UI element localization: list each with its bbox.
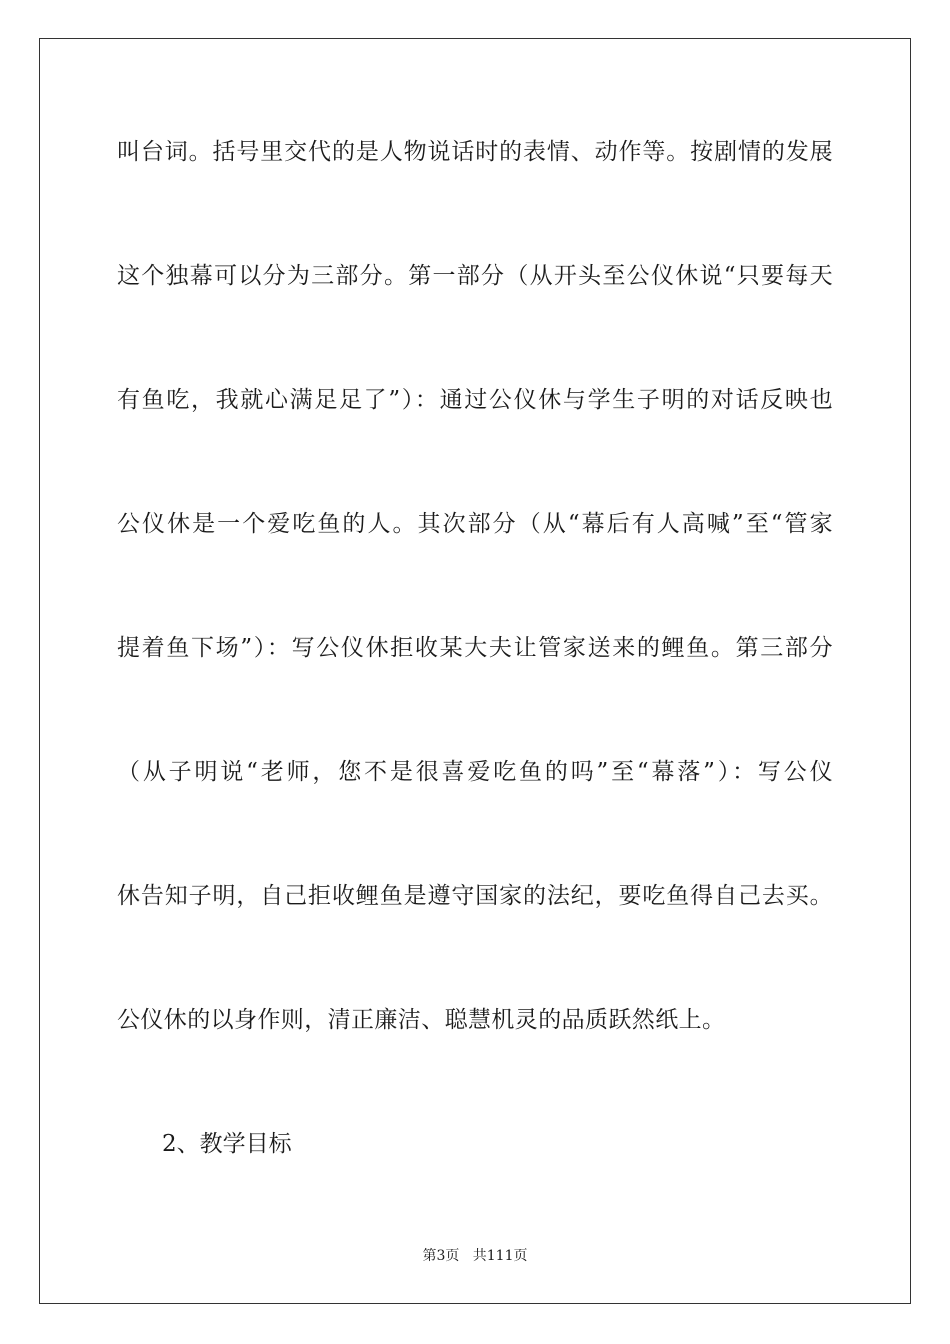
paragraph-line: 叫台词。括号里交代的是人物说话时的表情、动作等。按剧情的发展 <box>117 139 833 165</box>
paragraph-line: 公仪休的以身作则，清正廉洁、聪慧机灵的品质跃然纸上。 <box>117 1007 726 1033</box>
paragraph-line: 提着鱼下场”）：写公仪休拒收某大夫让管家送来的鲤鱼。第三部分 <box>117 635 833 661</box>
page-border <box>39 38 911 1304</box>
section-heading: 2、教学目标 <box>162 1131 292 1157</box>
paragraph-line: 这个独幕可以分为三部分。第一部分（从开头至公仪休说“只要每天 <box>117 263 833 289</box>
paragraph-line: 公仪休是一个爱吃鱼的人。其次部分（从“幕后有人高喊”至“管家 <box>117 511 833 537</box>
paragraph-line: （从子明说“老师，您不是很喜爱吃鱼的吗”至“幕落”）：写公仪 <box>117 759 833 785</box>
page-number-footer: 第3页 共111页 <box>422 1248 528 1264</box>
paragraph-line: 休告知子明，自己拒收鲤鱼是遵守国家的法纪，要吃鱼得自己去买。 <box>117 883 833 909</box>
paragraph-line: 有鱼吃，我就心满足足了”）：通过公仪休与学生子明的对话反映也 <box>117 387 833 413</box>
